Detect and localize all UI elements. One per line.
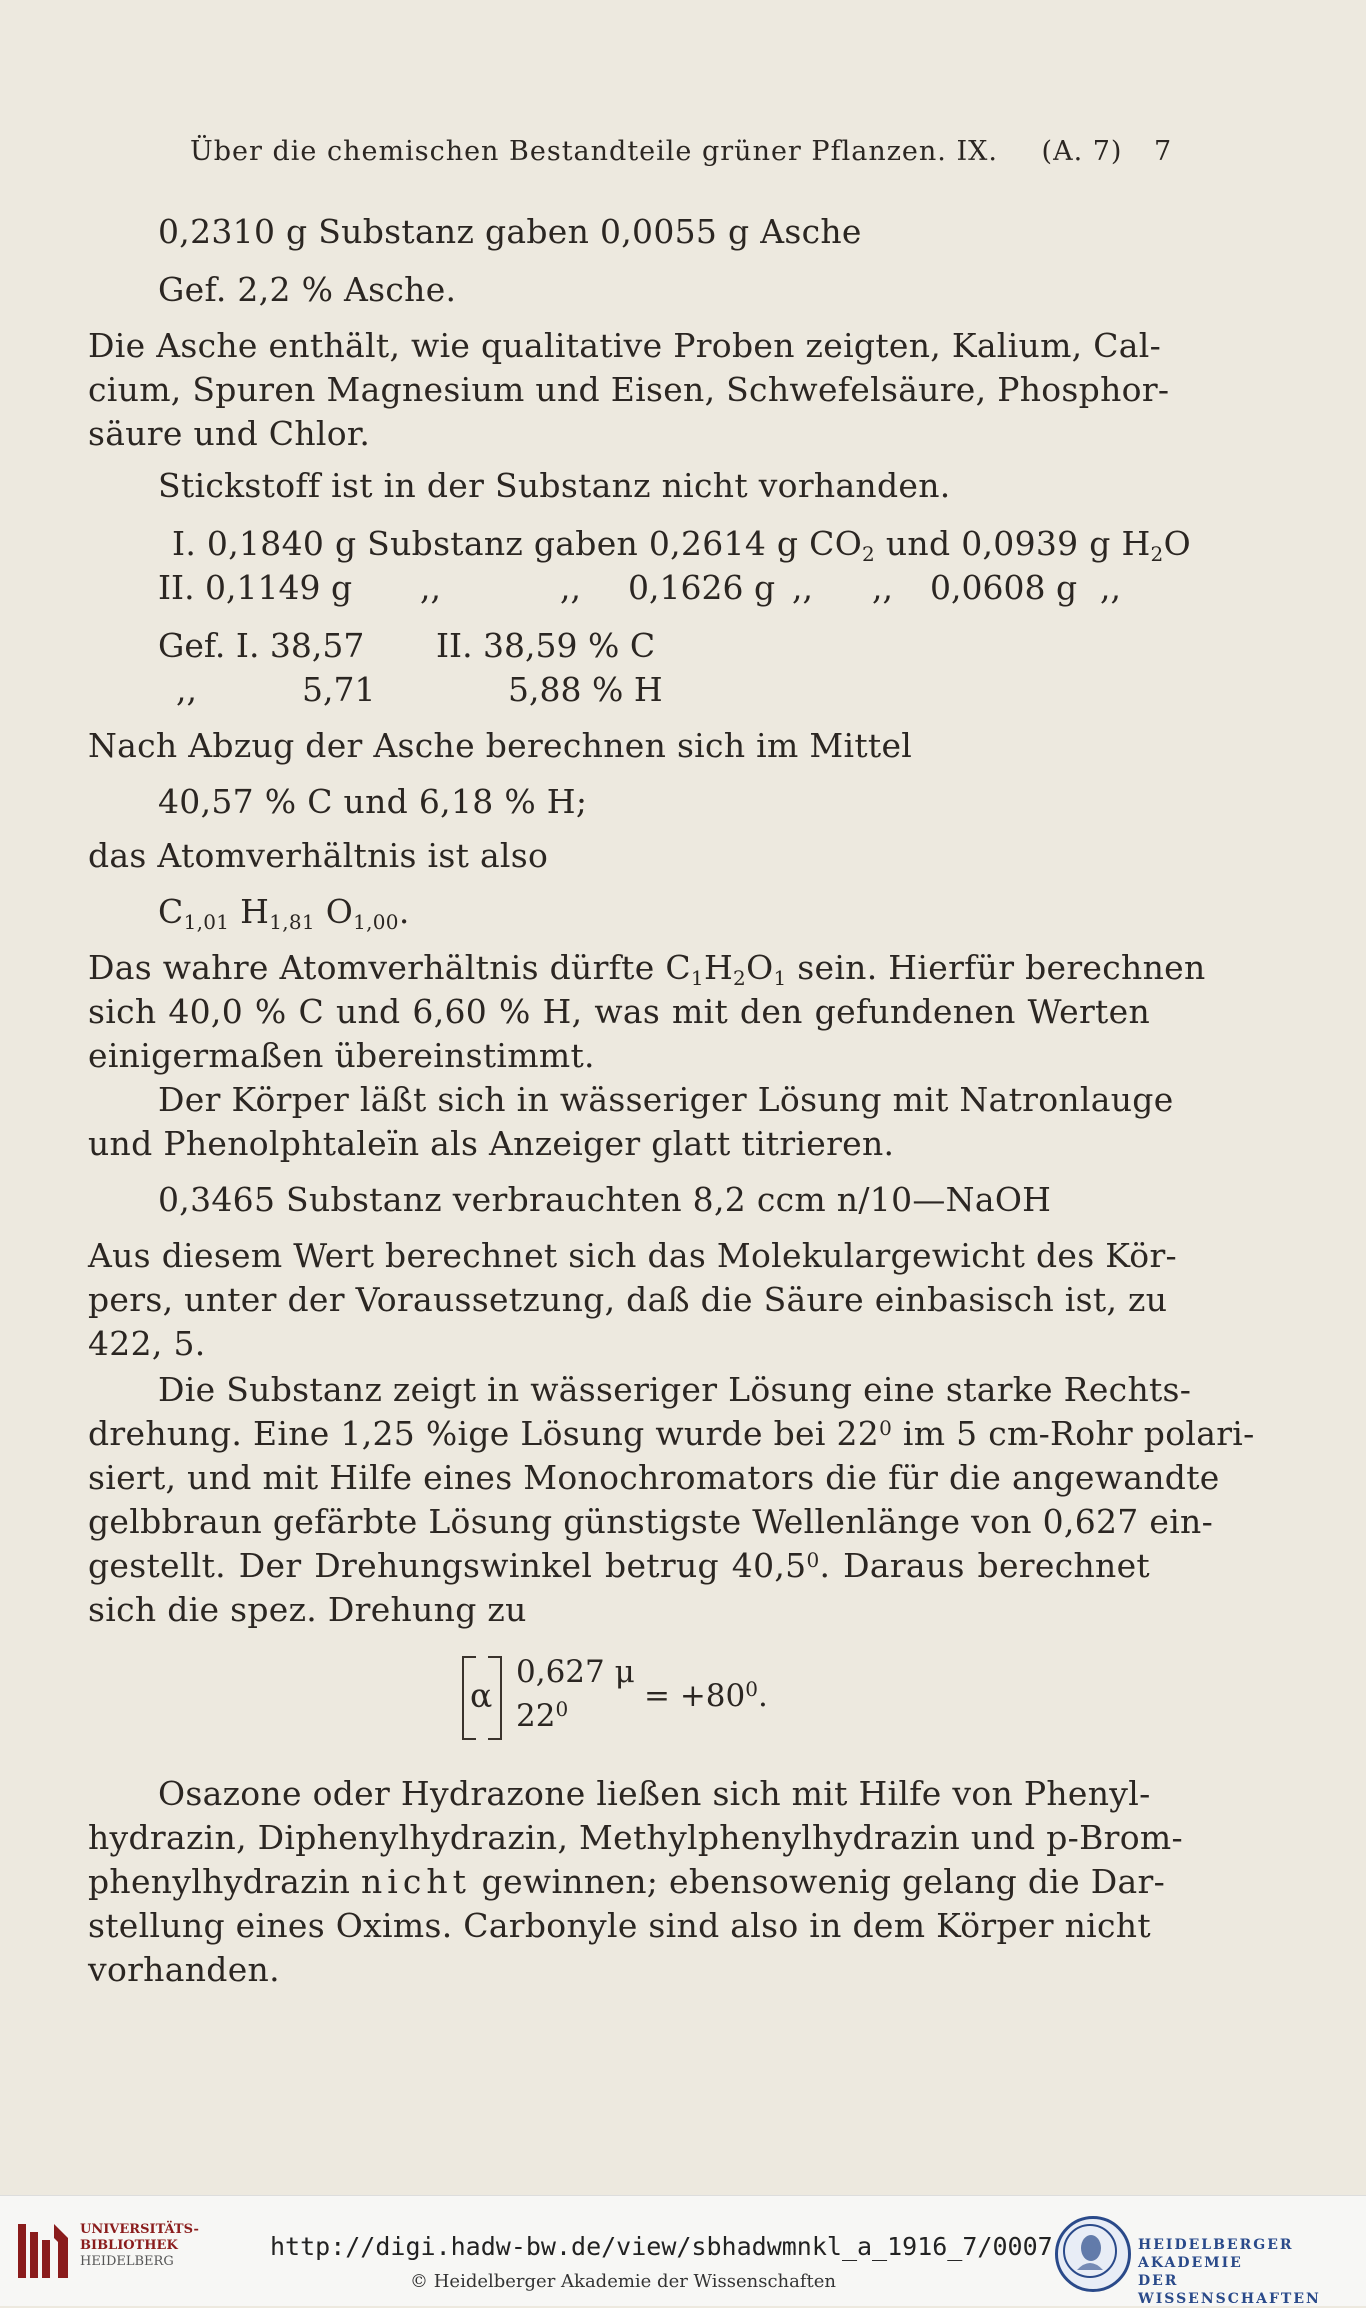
text-line: das Atomverhältnis ist also <box>88 836 549 875</box>
paragraph-line: 422, 5. <box>88 1324 206 1363</box>
text-span: . Daraus berechnet <box>819 1546 1150 1585</box>
analysis-row-1 <box>172 524 1191 564</box>
subscript: 2 <box>862 542 876 566</box>
header-section: (A. 7) <box>1041 136 1123 167</box>
found-row-2: 5,71 <box>302 670 376 709</box>
text-span: sein. Hierfür berechnen <box>786 948 1206 987</box>
formula-symbol: O <box>325 892 354 931</box>
header-title: Über die chemischen Bestandteile grüner Pflanzen. IX. <box>190 136 998 167</box>
paragraph-line: cium, Spuren Magnesium und Eisen, Schwefelsäure, Phosphor- <box>88 370 1170 409</box>
subscript: 1,00 <box>353 910 399 934</box>
temperature <box>516 1696 568 1736</box>
superscript: 0 <box>879 1416 893 1440</box>
paragraph-line: einigermaßen übereinstimmt. <box>88 1036 595 1075</box>
university-library-name <box>80 2222 199 2270</box>
ditto-mark: ,, <box>792 568 813 607</box>
ash-measurement: 0,2310 g Substanz gaben 0,0055 g Asche <box>158 212 862 251</box>
paragraph-line: sich 40,0 % C und 6,60 % H, was mit den gefundenen Werten <box>88 992 1150 1031</box>
formula-symbol: C <box>158 892 184 931</box>
running-header <box>190 132 1172 172</box>
analysis-text: und 0,0939 g H <box>875 524 1151 563</box>
text-span: gestellt. Der Drehungswinkel betrug 40,5 <box>88 1546 807 1585</box>
paragraph-line: siert, und mit Hilfe eines Monochromators die für die angewandte <box>88 1458 1220 1497</box>
paragraph-line: gelbbraun gefärbte Lösung günstigste Wellenlänge von 0,627 ein- <box>88 1502 1214 1541</box>
text-span: drehung. Eine 1,25 %ige Lösung wurde bei 22 <box>88 1414 880 1453</box>
logo-text: HEIDELBERGER AKADEMIE <box>1138 2237 1294 2271</box>
subscript: 1 <box>773 966 787 990</box>
text-span: . <box>757 1678 768 1714</box>
ash-result: Gef. 2,2 % Asche. <box>158 270 457 309</box>
text-span: = +80 <box>644 1678 746 1714</box>
text-span: O <box>746 948 774 987</box>
emphasized-word: nicht <box>361 1862 471 1901</box>
paragraph-line: Der Körper läßt sich in wässeriger Lösung mit Natronlauge <box>158 1080 1174 1119</box>
text-span: 22 <box>516 1698 556 1734</box>
paragraph-line: sich die spez. Drehung zu <box>88 1590 527 1629</box>
paragraph-line: säure und Chlor. <box>88 414 371 453</box>
superscript: 0 <box>806 1548 820 1572</box>
ditto-mark: ,, <box>560 568 581 607</box>
formula-symbol: H <box>240 892 270 931</box>
university-library-logo <box>14 2218 72 2284</box>
paragraph-line: Die Asche enthält, wie qualitative Proben zeigten, Kalium, Cal- <box>88 326 1162 365</box>
copyright-notice: © Heidelberger Akademie der Wissenschaften <box>410 2271 836 2292</box>
logo-text: BIBLIOTHEK <box>80 2238 178 2253</box>
logo-text: UNIVERSITÄTS- <box>80 2222 199 2237</box>
analysis-value: 0,0608 g <box>930 568 1078 607</box>
paragraph-line: pers, unter der Voraussetzung, daß die Säure einbasisch ist, zu <box>88 1280 1168 1319</box>
text-span: gewinnen; ebensowenig gelang die Dar- <box>481 1862 1166 1901</box>
ditto-mark: ,, <box>872 568 893 607</box>
subscript: 2 <box>1150 542 1164 566</box>
found-row-1: II. 38,59 % C <box>436 626 656 665</box>
paragraph-line <box>88 1414 1255 1454</box>
atomic-ratio-formula <box>158 892 410 932</box>
paragraph-line: vorhanden. <box>88 1950 280 1989</box>
found-row-2: 5,88 % H <box>508 670 663 709</box>
found-row-1: Gef. I. 38,57 <box>158 626 365 665</box>
rotation-result <box>644 1676 768 1716</box>
alpha-symbol: α <box>470 1676 493 1715</box>
logo-text: HEIDELBERG <box>80 2254 174 2269</box>
analysis-value: 0,1626 g <box>628 568 776 607</box>
text-span: phenylhydrazin <box>88 1862 351 1901</box>
paragraph-line: stellung eines Oxims. Carbonyle sind also in dem Körper nicht <box>88 1906 1151 1945</box>
paragraph-line <box>88 948 1206 990</box>
ditto-mark: ,, <box>176 670 197 709</box>
page-number: 7 <box>1154 136 1173 167</box>
nitrogen-note: Stickstoff ist in der Substanz nicht vorhanden. <box>158 466 951 505</box>
text-span: im 5 cm-Rohr polari- <box>892 1414 1255 1453</box>
paragraph-line: hydrazin, Diphenylhydrazin, Methylphenylhydrazin und p-Brom- <box>88 1818 1183 1857</box>
subscript: 1,81 <box>269 910 315 934</box>
superscript: 0 <box>555 1697 569 1721</box>
subscript: 1 <box>690 966 704 990</box>
paragraph-line: und Phenolphtaleïn als Anzeiger glatt titrieren. <box>88 1124 895 1163</box>
analysis-row-2-label: II. 0,1149 g <box>158 568 353 607</box>
mean-values: 40,57 % C und 6,18 % H; <box>158 782 588 821</box>
analysis-text: O <box>1163 524 1191 563</box>
bracket-right <box>488 1656 502 1740</box>
formula-punctuation: . <box>398 892 410 931</box>
ditto-mark: ,, <box>1100 568 1121 607</box>
logo-text: DER WISSENSCHAFTEN <box>1138 2273 1321 2307</box>
ditto-mark: ,, <box>420 568 441 607</box>
academy-name <box>1138 2236 1366 2308</box>
permalink-url[interactable]: http://digi.hadw-bw.de/view/sbhadwmnkl_a_1916_7/0007 <box>270 2232 1053 2261</box>
text-line: Nach Abzug der Asche berechnen sich im Mittel <box>88 726 913 765</box>
paragraph-line: Aus diesem Wert berechnet sich das Molekulargewicht des Kör- <box>88 1236 1177 1275</box>
paragraph-line <box>88 1862 1166 1902</box>
subscript: 2 <box>733 966 747 990</box>
paragraph-line: Osazone oder Hydrazone ließen sich mit Hilfe von Phenyl- <box>158 1774 1151 1813</box>
paragraph-line <box>88 1546 1150 1586</box>
analysis-text: I. 0,1840 g Substanz gaben 0,2614 g CO <box>172 524 863 563</box>
paragraph-line: Die Substanz zeigt in wässeriger Lösung eine starke Rechts- <box>158 1370 1192 1409</box>
academy-seal-icon <box>1055 2216 1131 2292</box>
wavelength: 0,627 μ <box>516 1654 635 1690</box>
text-span: Das wahre Atomverhältnis dürfte C <box>88 948 691 987</box>
superscript: 0 <box>745 1677 758 1701</box>
subscript: 1,01 <box>183 910 230 934</box>
text-span: H <box>703 948 734 987</box>
titration-line: 0,3465 Substanz verbrauchten 8,2 ccm n/10—NaOH <box>158 1180 1052 1219</box>
